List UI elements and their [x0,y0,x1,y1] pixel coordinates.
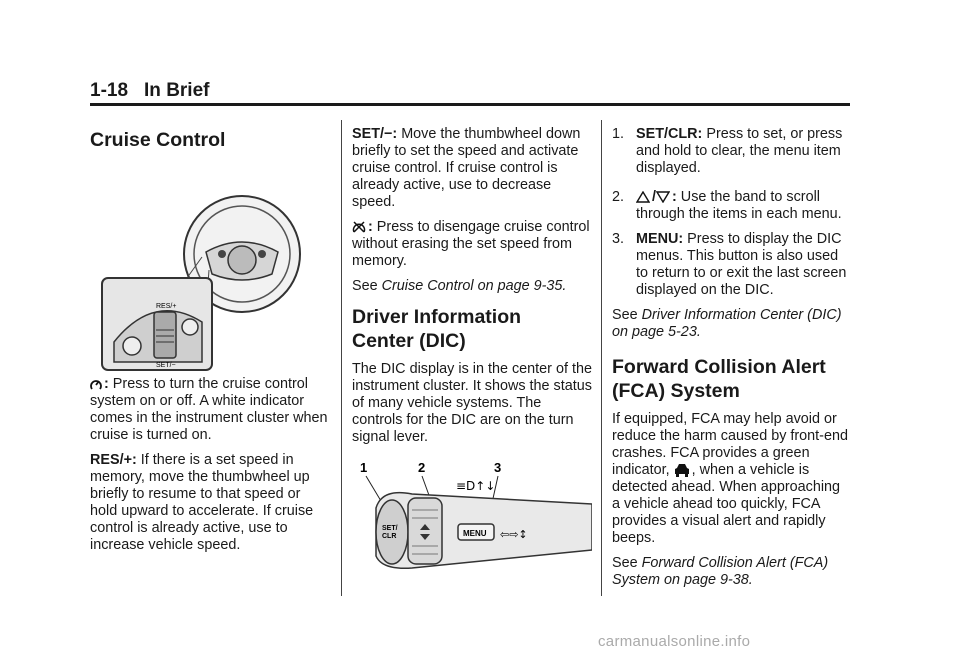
turn-arrows-icon: ⇦⇨↕ [500,528,528,541]
set-text: Move the thumbwheel down briefly to set the speed and activate cruise control. If cruise control is already active, use to decrease speed. [352,126,581,210]
on-off-paragraph: : Press to turn the cruise control system on or off. A white indicator comes in the instrument cluster when cruise is turned on. [90,376,328,443]
set-paragraph [352,126,592,211]
vehicle-ahead-icon [674,463,690,477]
set-clr-label-2: CLR [382,533,397,540]
fca-heading: Forward Collision Alert (FCA) System [612,356,826,402]
cancel-text: Press to disengage cruise control without erasing the set speed from memory. [352,219,590,269]
page-header [90,80,209,102]
steering-wheel-figure [94,162,326,372]
cancel-paragraph: : Press to disengage cruise control without erasing the set speed from memory. [352,219,590,269]
list-item: 2. / : Use the band to scroll through the items in each menu. [612,189,842,222]
see-cruise-reference: See Cruise Control on page 9-35. [352,278,567,294]
column-1 [90,126,330,562]
section-title: In Brief [144,80,210,101]
dic-heading: Driver Information Center (DIC) [352,306,522,352]
column-3 [612,126,852,597]
scroll-down-icon [656,191,670,203]
callout-1: 1 [360,460,368,475]
fca-paragraph: If equipped, FCA may help avoid or reduce the harm caused by front-end crashes. FCA provides a green indicator, , when a vehicle is detected ahead. When approaching a vehicle ahead too quickly, FCA provides a visual alert and rapidly beeps. [612,411,848,546]
dic-paragraph: The DIC display is in the center of the instrument cluster. It shows the status of many vehicle systems. The controls for the DIC are on the turn signal lever. [352,361,592,445]
set-clr-label: SET/ [382,525,398,532]
on-off-text: Press to turn the cruise control system on or off. A white indicator comes in the instrument cluster when cruise is turned on. [90,376,328,443]
page-number: 1-18 [90,80,129,101]
res-button-label: RES/+ [156,303,177,310]
cruise-control-link[interactable]: Cruise Control on page 9-35. [381,278,567,294]
column-divider-1 [341,120,342,596]
callout-3: 3 [494,460,502,475]
see-fca-reference: See Forward Collision Alert (FCA) System on page 9-38. [612,555,829,588]
menu-item-label: MENU: [636,231,684,247]
cruise-control-heading: Cruise Control [90,129,226,151]
list-item: 1. SET/CLR: Press to set, or press and hold to clear, the menu item displayed. [612,126,843,176]
scroll-up-icon [636,191,650,203]
res-paragraph [90,452,330,554]
res-text: If there is a set speed in memory, move the thumbwheel up briefly to resume to that speed or hold upward to accelerate. If cruise control is already active, use to increase vehicle speed. [90,452,314,553]
set-clr-item-label: SET/CLR: [636,126,703,142]
watermark: carmanualsonline.info [598,633,751,650]
set-label: SET/−: [352,126,398,142]
set-button-label: SET/− [156,362,176,369]
header-rule [90,103,850,106]
turn-signal-lever-figure [352,458,592,580]
list-item: 3. MENU: Press to display the DIC menus. This button is also used to return to or exit the last screen displayed on the DIC. [612,231,847,298]
see-dic-reference: See Driver Information Center (DIC) on page 5-23. [612,307,842,340]
dic-link[interactable]: Driver Information Center (DIC) on page 5-23. [612,307,842,340]
column-2 [352,126,592,580]
callout-2: 2 [418,460,426,475]
cruise-on-off-icon [90,377,102,391]
menu-button-label: MENU [463,529,487,538]
column-divider-2 [601,120,602,596]
headlamp-arrows-icon: ≡D↑↓ [456,479,496,493]
fca-link[interactable]: Forward Collision Alert (FCA) System on page 9-38. [612,555,829,588]
res-label: RES/+: [90,452,137,468]
cruise-cancel-icon [352,220,366,234]
